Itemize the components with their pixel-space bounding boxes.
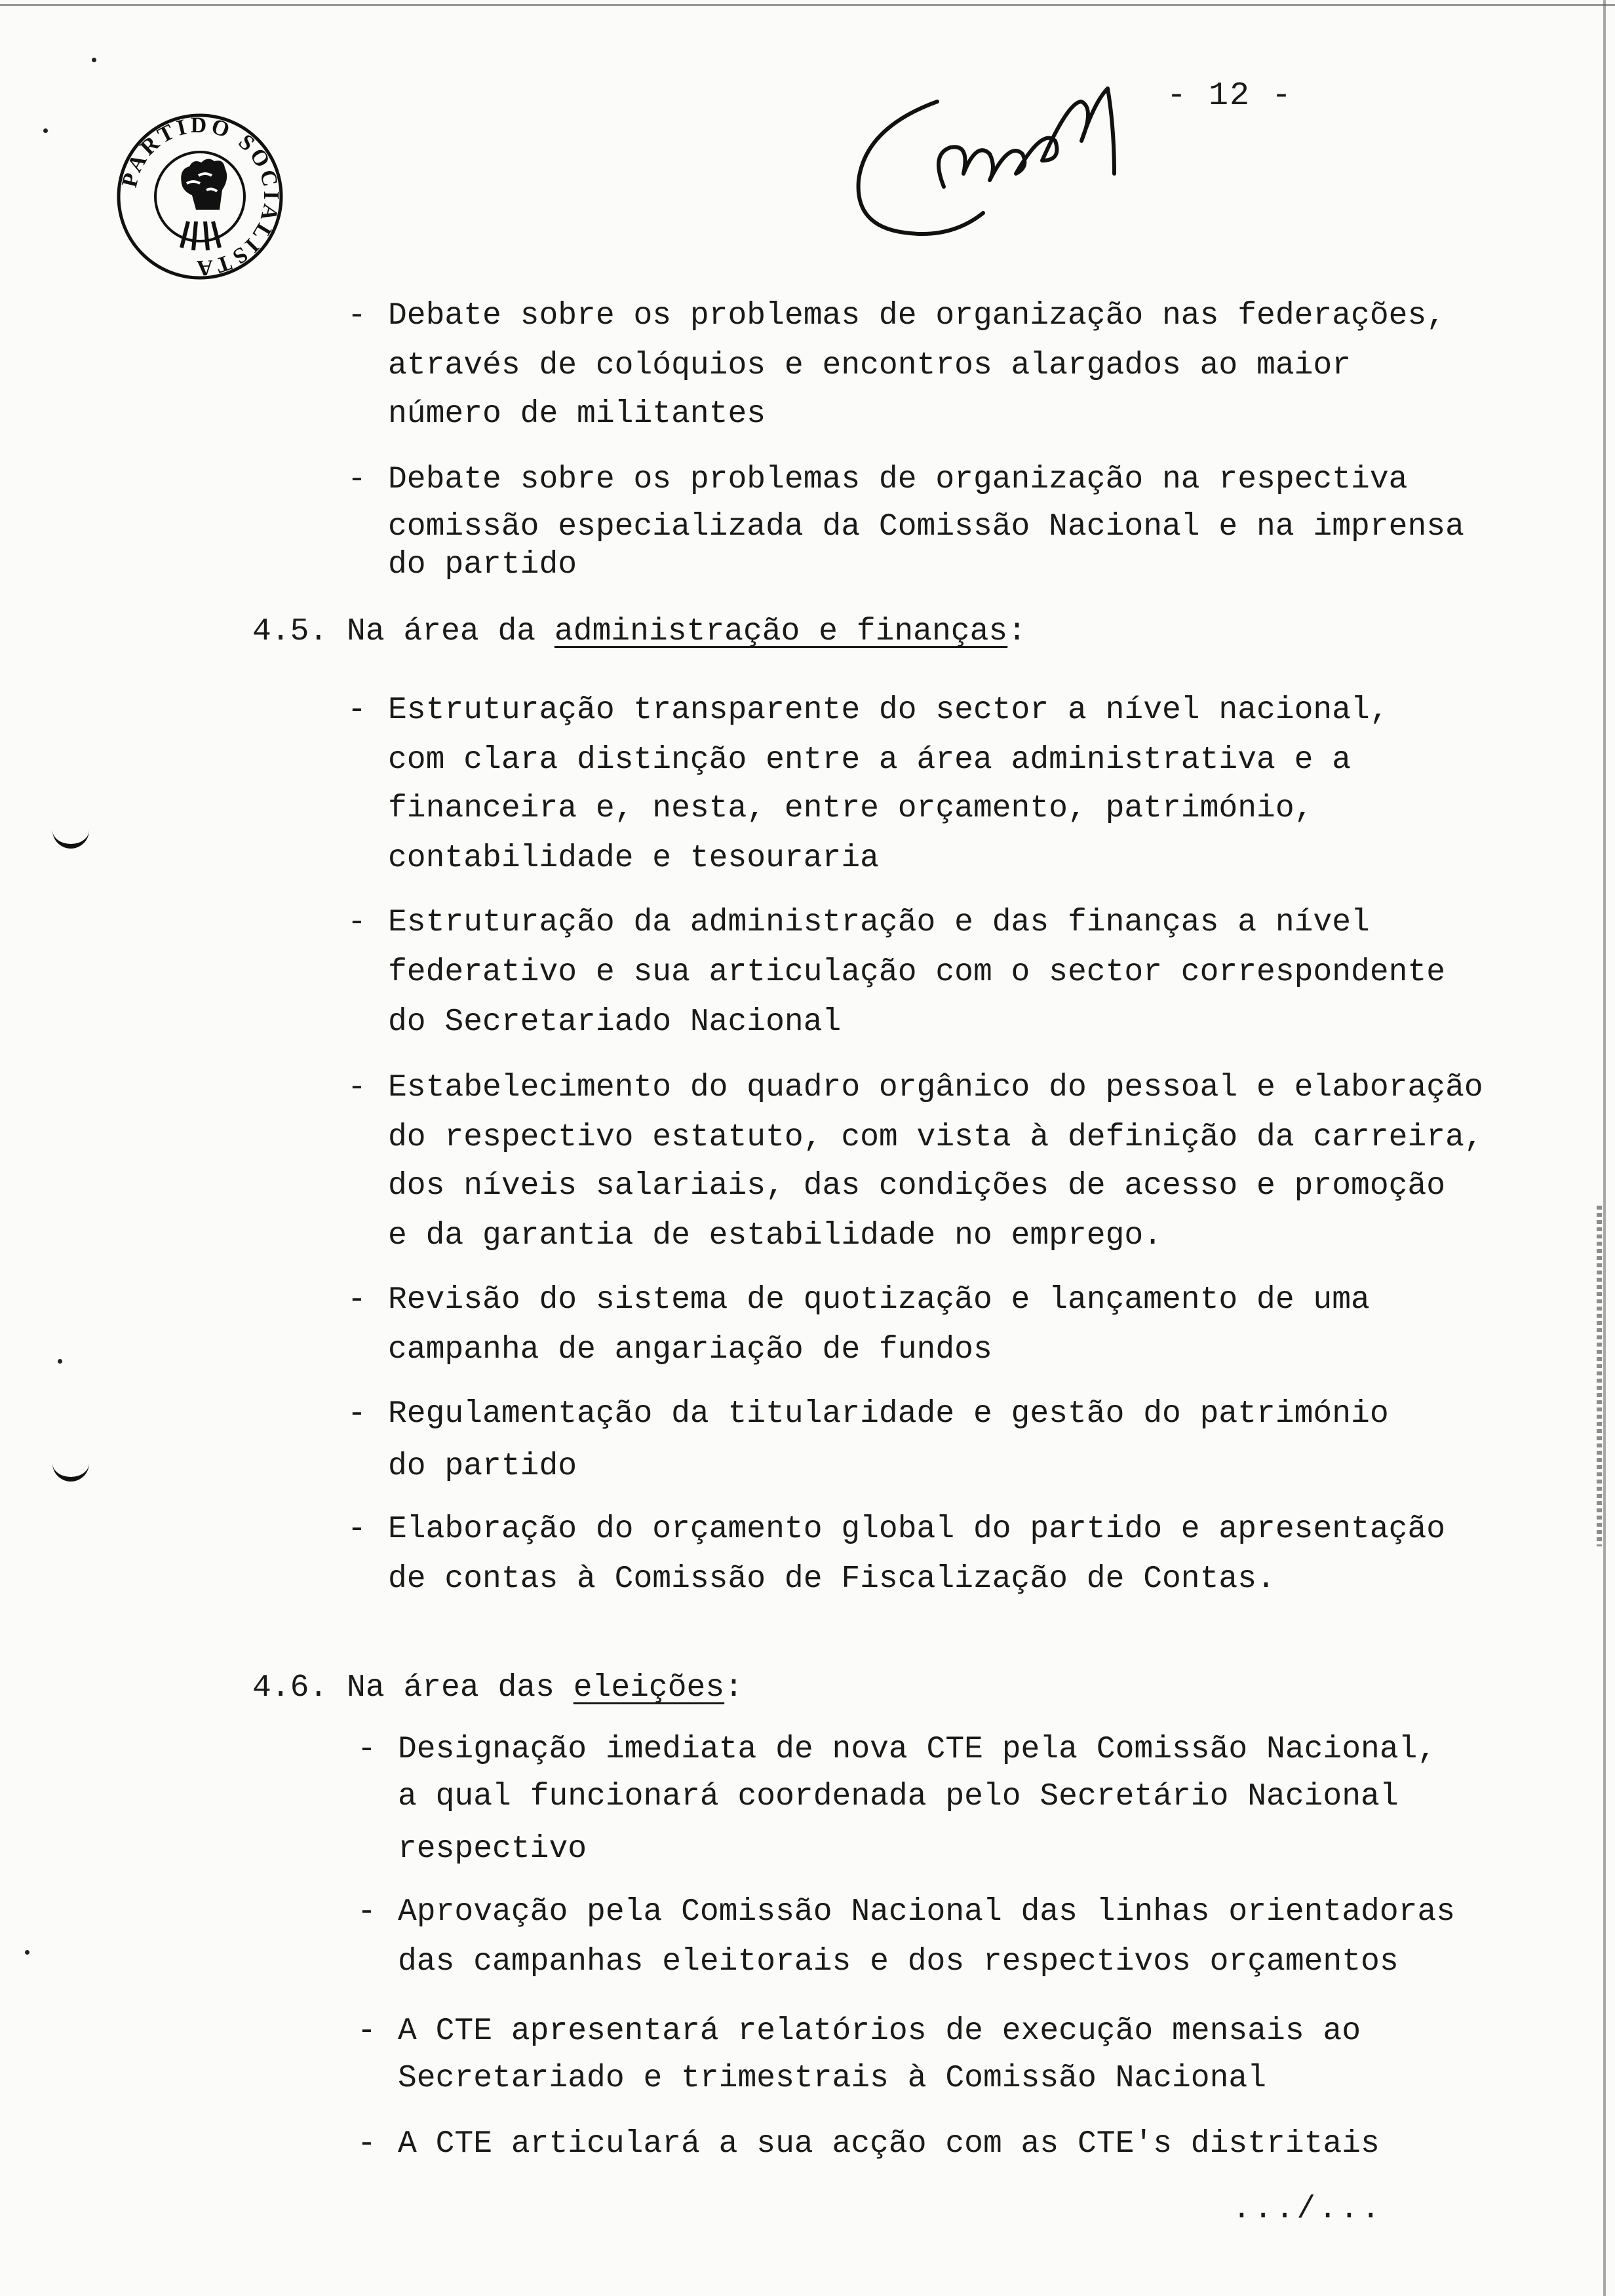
scan-speck <box>92 58 96 62</box>
item-line: das campanhas eleitorais e dos respectivos orçamentos <box>398 1944 1399 1980</box>
heading-lead: Na área das <box>347 1670 555 1706</box>
margin-mark <box>52 1463 89 1482</box>
section-number: 4.6. <box>252 1670 328 1706</box>
item-line: Designação imediata de nova CTE pela Comissão Nacional, <box>398 1732 1437 1767</box>
bullet-dash: - <box>347 1512 366 1547</box>
item-line: A CTE articulará a sua acção com as CTE's distritais <box>398 2126 1380 2162</box>
margin-mark <box>52 830 89 849</box>
item-line: federativo e sua articulação com o sector correspondente <box>388 955 1446 990</box>
section-heading-4-5 <box>252 616 1026 647</box>
item-line: do Secretariado Nacional <box>388 1004 842 1040</box>
page-number: - 12 - <box>1167 77 1293 115</box>
item-line: Estabelecimento do quadro orgânico do pessoal e elaboração <box>388 1070 1483 1105</box>
svg-text:PARTIDO SOCIALISTA: PARTIDO SOCIALISTA <box>117 113 284 280</box>
item-line: Aprovação pela Comissão Nacional das linhas orientadoras <box>398 1894 1456 1930</box>
item-line: campanha de angariação de fundos <box>388 1332 992 1368</box>
item-line: Secretariado e trimestrais à Comissão Nacional <box>398 2061 1267 2096</box>
item-line: Revisão do sistema de quotização e lançamento de uma <box>388 1282 1370 1318</box>
scan-top-border <box>0 4 1615 6</box>
handwritten-signature <box>839 62 1134 259</box>
bullet-dash: - <box>347 693 366 728</box>
bullet-dash: - <box>357 2126 376 2162</box>
section-number: 4.5. <box>252 614 328 649</box>
item-line: comissão especializada da Comissão Nacional e na imprensa <box>388 509 1464 545</box>
bullet-dash: - <box>347 298 366 334</box>
bullet-dash: - <box>357 1732 376 1767</box>
item-line: dos níveis salariais, das condições de acesso e promoção <box>388 1168 1446 1204</box>
bullet-dash: - <box>357 1894 376 1930</box>
item-line: A CTE apresentará relatórios de execução mensais ao <box>398 2014 1361 2049</box>
scan-speck <box>58 1359 62 1364</box>
heading-colon: : <box>724 1670 743 1706</box>
item-line: Estruturação da administração e das finanças a nível <box>388 905 1370 940</box>
item-line: através de colóquios e encontros alargados ao maior <box>388 348 1352 383</box>
scan-right-edge-shadow <box>1597 1206 1602 1546</box>
bullet-dash: - <box>347 462 366 497</box>
section-heading-4-6 <box>252 1672 743 1704</box>
item-line: respectivo <box>398 1831 587 1867</box>
heading-colon: : <box>1007 614 1027 649</box>
heading-topic: administração e finanças <box>554 614 1008 649</box>
item-line: número de militantes <box>388 396 766 432</box>
item-line: com clara distinção entre a área administrativa e a <box>388 742 1352 778</box>
item-line: do partido <box>388 547 577 583</box>
scan-speck <box>25 1950 29 1955</box>
scan-speck <box>43 128 48 133</box>
item-line: contabilidade e tesouraria <box>388 841 879 876</box>
heading-lead: Na área da <box>347 614 536 649</box>
item-line: financeira e, nesta, entre orçamento, património, <box>388 791 1313 826</box>
bullet-dash: - <box>347 1070 366 1105</box>
heading-topic: eleições <box>573 1670 725 1706</box>
item-line: Elaboração do orçamento global do partido e apresentação <box>388 1512 1446 1547</box>
bullet-dash: - <box>347 1396 366 1432</box>
item-line: do partido <box>388 1449 577 1484</box>
bullet-dash: - <box>347 905 366 940</box>
scan-right-edge <box>1603 0 1606 2296</box>
item-line: a qual funcionará coordenada pelo Secretário Nacional <box>398 1779 1399 1814</box>
item-line: do respectivo estatuto, com vista à definição da carreira, <box>388 1120 1483 1155</box>
item-line: Regulamentação da titularidade e gestão do património <box>388 1396 1389 1432</box>
bullet-dash: - <box>347 1282 366 1318</box>
bullet-dash: - <box>357 2014 376 2049</box>
partido-socialista-logo <box>115 111 285 282</box>
item-line: e da garantia de estabilidade no emprego. <box>388 1218 1162 1253</box>
item-line: de contas à Comissão de Fiscalização de Contas. <box>388 1561 1275 1597</box>
item-line: Debate sobre os problemas de organização nas federações, <box>388 298 1446 334</box>
item-line: Estruturação transparente do sector a nível nacional, <box>388 693 1389 728</box>
item-line: Debate sobre os problemas de organização na respectiva <box>388 462 1408 497</box>
continuation-mark: .../... <box>1232 2192 1383 2227</box>
